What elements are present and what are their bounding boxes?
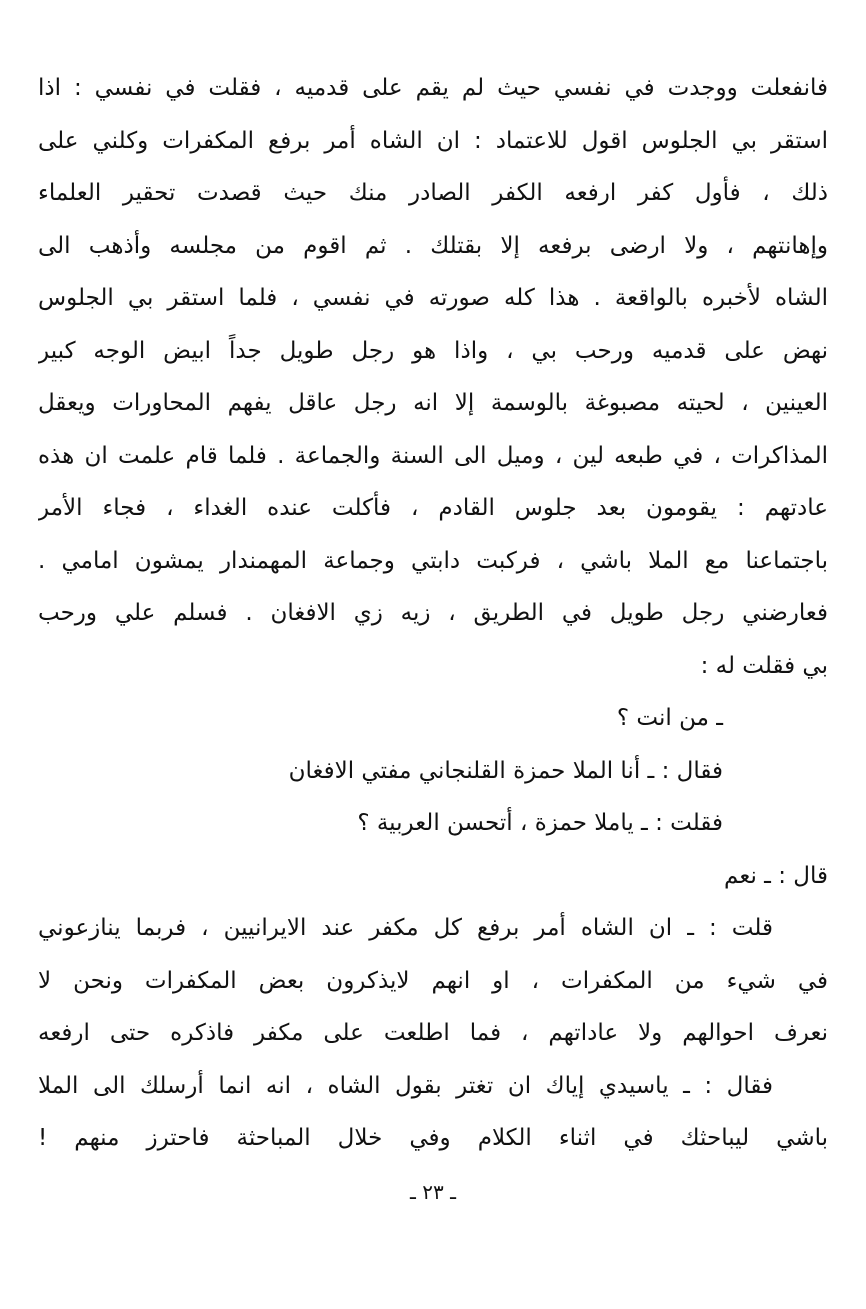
text-line: قلت : ـ ان الشاه أمر برفع كل مكفر عند الايرانيين ، فربما ينازعوني — [38, 915, 773, 941]
dialogue-line: فقال : ـ أنا الملا حمزة القلنجاني مفتي الافغان — [288, 757, 723, 784]
dialogue-line: قال : ـ نعم — [724, 862, 828, 889]
text-line: ذلك ، فأول كفر ارفعه الكفر الصادر منك حيث قصدت تحقير العلماء — [38, 180, 828, 206]
text-line: عادتهم : يقومون بعد جلوس القادم ، فأكلت عنده الغداء ، فجاء الأمر — [38, 495, 828, 521]
text-line: فعارضني رجل طويل في الطريق ، زيه زي الافغان . فسلم علي ورحب — [38, 600, 828, 626]
text-line: نعرف احوالهم ولا عاداتهم ، فما اطلعت على مكفر فاذكره حتى ارفعه — [38, 1020, 828, 1046]
dialogue-line: فقلت : ـ ياملا حمزة ، أتحسن العربية ؟ — [357, 810, 723, 836]
text-line: وإهانتهم ، ولا ارضى برفعه إلا بقتلك . ثم اقوم من مجلسه وأذهب الى — [38, 232, 828, 259]
dialogue-line: ـ من انت ؟ — [616, 705, 723, 731]
text-line: نهض على قدميه ورحب بي ، واذا هو رجل طويل جداً ابيض الوجه كبير — [38, 337, 828, 364]
text-line: فقال : ـ ياسيدي إياك ان تغتر بقول الشاه ، انه انما أرسلك الى الملا — [38, 1072, 773, 1099]
text-line: استقر بي الجلوس اقول للاعتماد : ان الشاه أمر برفع المكفرات وكلني على — [38, 127, 828, 154]
text-line: باشي ليباحثك في اثناء الكلام وفي خلال المباحثة فاحترز منهم ! — [38, 1125, 828, 1151]
page-number: ـ ٢٣ ـ — [410, 1180, 456, 1204]
text-line: باجتماعنا مع الملا باشي ، فركبت دابتي وجماعة المهمندار يمشون امامي . — [38, 547, 828, 574]
text-line: في شيء من المكفرات ، او انهم لايذكرون بعض المكفرات ونحن لا — [38, 967, 828, 994]
body-text — [38, 62, 828, 1165]
text-line: فانفعلت ووجدت في نفسي حيث لم يقم على قدميه ، فقلت في نفسي : اذا — [38, 75, 828, 101]
text-line: العينين ، لحيته مصبوغة بالوسمة إلا انه رجل عاقل يفهم المحاورات ويعقل — [38, 390, 828, 416]
text-line: الشاه لأخبره بالواقعة . هذا كله صورته في نفسي ، فلما استقر بي الجلوس — [38, 285, 828, 311]
text-line: بي فقلت له : — [700, 652, 828, 679]
text-line: المذاكرات ، في طبعه لين ، وميل الى السنة والجماعة . فلما قام علمت ان هذه — [38, 442, 828, 469]
